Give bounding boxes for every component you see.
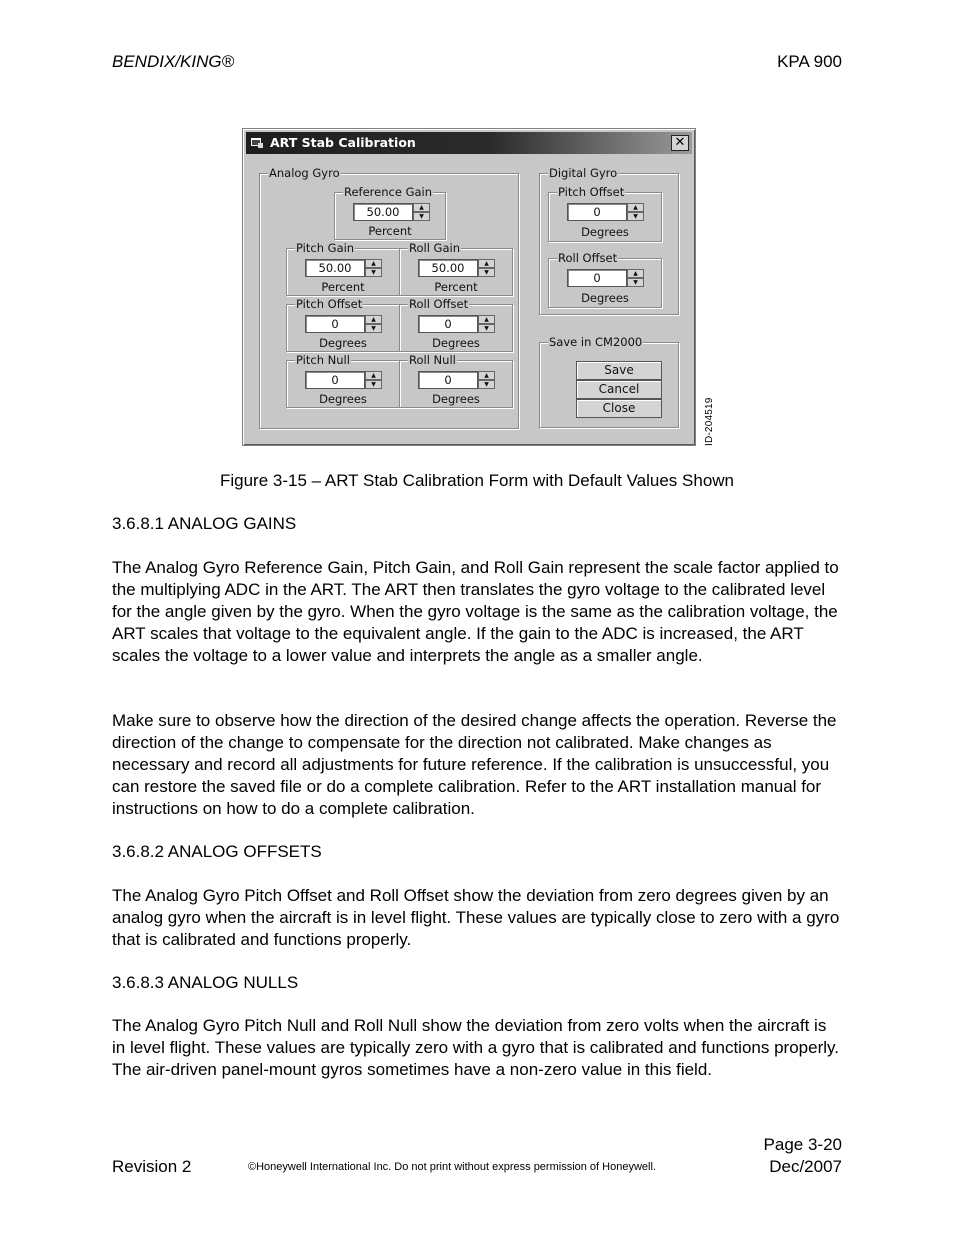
roll-offset-stepper[interactable] [418,315,494,333]
spin-down-icon[interactable]: ▼ [478,324,495,333]
spin-up-icon[interactable]: ▲ [478,371,495,380]
roll-offset-input[interactable]: 0 [418,315,478,333]
spin-up-icon[interactable]: ▲ [478,315,495,324]
pitch-gain-group [286,241,400,296]
spin-up-icon[interactable]: ▲ [365,315,382,324]
spin-down-icon[interactable]: ▼ [413,212,430,221]
pitch-offset-input[interactable]: 0 [305,315,365,333]
digital-roll-offset-legend: Roll Offset [558,251,618,265]
section-heading: 3.6.8.3 ANALOG NULLS [112,973,299,992]
footer-copyright: ©Honeywell International Inc. Do not print without express permission of Honeywell. [248,1161,656,1173]
spin-down-icon[interactable]: ▼ [365,268,382,277]
spin-down-icon[interactable]: ▼ [478,380,495,389]
spin-down-icon[interactable]: ▼ [627,278,644,287]
spin-down-icon[interactable]: ▼ [478,268,495,277]
close-button[interactable]: Close [576,399,662,418]
paragraph: The Analog Gyro Pitch Null and Roll Null show the deviation from zero volts when the aircraft is in level flight. These values are typically zero with a gyro that is calibrated and functions properly. The air-driven panel-mount gyros sometimes have a non-zero value in this field. [112,1016,839,1079]
pitch-null-group [286,353,400,408]
spin-down-icon[interactable]: ▼ [627,212,644,221]
close-icon[interactable]: ✕ [671,135,689,151]
paragraph: The Analog Gyro Pitch Offset and Roll Offset show the deviation from zero degrees given by an analog gyro when the aircraft is in level flight. These values are typically close to zero with a gyro that is calibrated and functions properly. [112,886,840,949]
pitch-gain-input[interactable]: 50.00 [305,259,365,277]
footer-revision: Revision 2 [112,1157,192,1176]
save-button[interactable]: Save [576,361,662,380]
digital-pitch-offset-legend: Pitch Offset [558,185,625,199]
reference-gain-stepper[interactable] [353,203,429,221]
cancel-button[interactable]: Cancel [576,380,662,399]
pitch-null-input[interactable]: 0 [305,371,365,389]
spin-up-icon[interactable]: ▲ [627,269,644,278]
reference-gain-legend: Reference Gain [344,185,433,199]
roll-gain-input[interactable]: 50.00 [418,259,478,277]
spin-up-icon[interactable]: ▲ [365,371,382,380]
paragraph: Make sure to observe how the direction of the desired change affects the operation. Reverse the direction of the change to compensate for the direction not calibrated. Make changes as necessary and record all adjustments for future reference. If the calibration is unsuccessful, you can restore the saved file or do a complete calibration. Refer to the ART installation manual for instructions on how to do a complete calibration. [112,711,837,818]
pitch-offset-stepper[interactable] [305,315,381,333]
digital-roll-offset-input[interactable]: 0 [567,269,627,287]
analog-gyro-group [259,166,519,429]
section-heading: 3.6.8.1 ANALOG GAINS [112,514,297,533]
pitch-offset-group [286,297,400,352]
roll-gain-unit: Percent [434,280,478,294]
pitch-null-unit: Degrees [319,392,367,406]
paragraph: The Analog Gyro Reference Gain, Pitch Gain, and Roll Gain represent the scale factor applied to the multiplying ADC in the ART. The ART then translates the gyro voltage to the calibrated level for the angle given by the gyro. When the gyro voltage is the same as the calibration voltage, the ART scales that voltage to the equivalent angle. If the gain to the ADC is increased, the ART scales the voltage to a lower value and interprets the angle as a smaller angle. [112,558,839,665]
pitch-gain-legend: Pitch Gain [296,241,355,255]
digital-roll-offset-stepper[interactable] [567,269,643,287]
spin-up-icon[interactable]: ▲ [478,259,495,268]
pitch-gain-stepper[interactable] [305,259,381,277]
pitch-null-stepper[interactable] [305,371,381,389]
save-cm2000-legend: Save in CM2000 [549,335,643,349]
reference-gain-unit: Percent [368,224,412,238]
roll-gain-legend: Roll Gain [409,241,460,255]
roll-null-stepper[interactable] [418,371,494,389]
reference-gain-input[interactable]: 50.00 [353,203,413,221]
figure-caption: Figure 3-15 – ART Stab Calibration Form with Default Values Shown [219,471,735,490]
save-cm2000-group [539,335,679,428]
roll-offset-unit: Degrees [432,336,480,350]
header-model: KPA 900 [777,52,842,71]
reference-gain-group [334,185,446,240]
spin-up-icon[interactable]: ▲ [365,259,382,268]
digital-roll-offset-unit: Degrees [581,291,629,305]
footer-date: Dec/2007 [769,1157,842,1176]
roll-offset-group [399,297,513,352]
roll-null-group [399,353,513,408]
spin-up-icon[interactable]: ▲ [627,203,644,212]
pitch-offset-unit: Degrees [319,336,367,350]
pitch-null-legend: Pitch Null [296,353,350,367]
dialog-titlebar [246,132,692,154]
digital-pitch-offset-group [548,185,662,242]
pitch-offset-legend: Pitch Offset [296,297,363,311]
analog-gyro-legend: Analog Gyro [269,166,340,180]
dialog-title: ART Stab Calibration [270,135,416,150]
spin-down-icon[interactable]: ▼ [365,324,382,333]
digital-gyro-legend: Digital Gyro [549,166,618,180]
digital-roll-offset-group [548,251,662,308]
digital-pitch-offset-unit: Degrees [581,225,629,239]
roll-gain-group [399,241,513,296]
window-app-icon [251,137,263,148]
art-stab-calibration-dialog [242,128,696,446]
section-heading: 3.6.8.2 ANALOG OFFSETS [112,842,322,861]
footer-page-info [764,1134,842,1178]
roll-offset-legend: Roll Offset [409,297,469,311]
figure-id: ID-204519 [704,397,715,446]
spin-down-icon[interactable]: ▼ [365,380,382,389]
roll-gain-stepper[interactable] [418,259,494,277]
footer-page: Page 3-20 [763,1135,842,1154]
roll-null-legend: Roll Null [409,353,456,367]
digital-pitch-offset-input[interactable]: 0 [567,203,627,221]
spin-up-icon[interactable]: ▲ [413,203,430,212]
roll-null-input[interactable]: 0 [418,371,478,389]
pitch-gain-unit: Percent [321,280,365,294]
digital-pitch-offset-stepper[interactable] [567,203,643,221]
digital-gyro-group [539,166,679,315]
roll-null-unit: Degrees [432,392,480,406]
header-brand: BENDIX/KING® [112,52,235,71]
